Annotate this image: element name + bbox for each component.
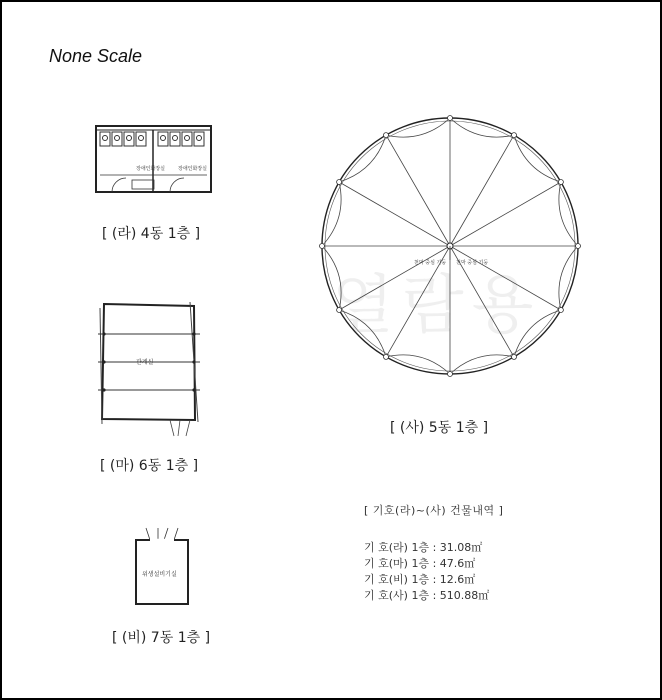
tent-scallop	[386, 118, 450, 137]
tent-rib	[386, 135, 450, 246]
tent-post	[512, 133, 517, 138]
room-label-ra4-right: 장애인화장실	[178, 166, 207, 172]
room-label-ma6: 관계실	[136, 359, 154, 366]
area-row: 기 호(마) 1층 : 47.6㎡	[364, 557, 476, 570]
caption-ra4: [ (라) 4동 1층 ]	[102, 226, 201, 242]
caption-ma6: [ (마) 6동 1층 ]	[100, 458, 199, 474]
tent-scallop	[514, 135, 561, 182]
tent-scallop	[450, 355, 514, 374]
scale-note: None Scale	[49, 46, 143, 66]
tent-rib	[450, 246, 561, 310]
tent-post	[448, 116, 453, 121]
tent-label-left: 천막 중심 기둥	[414, 260, 447, 266]
tent-label-right: 천막 중심 기둥	[456, 260, 489, 266]
caption-sa5: [ (사) 5동 1층 ]	[390, 420, 489, 436]
plan-sa5-drawing	[314, 114, 586, 386]
tent-scallop	[559, 182, 578, 246]
tent-rib	[339, 182, 450, 246]
area-row: 기 호(사) 1층 : 510.88㎡	[364, 589, 490, 602]
plan-sa5-floor1	[314, 114, 586, 386]
room-label-bi7: 위생설비기실	[142, 571, 177, 578]
area-table-title: [ 기호(라)~(사) 건물내역 ]	[364, 504, 504, 517]
tent-post	[337, 308, 342, 313]
tent-post	[512, 354, 517, 359]
tent-scallop	[450, 118, 514, 137]
tent-scallop	[322, 182, 341, 246]
tent-post	[448, 372, 453, 377]
plan-bi7-drawing	[130, 524, 196, 610]
plan-bi7-floor1	[130, 524, 196, 610]
tent-rib	[339, 246, 450, 310]
plan-ma6-floor1	[94, 298, 206, 442]
tent-rib	[450, 135, 514, 246]
tent-scallop	[386, 355, 450, 374]
tent-post	[384, 354, 389, 359]
watermark: 열람용	[332, 269, 542, 343]
tent-rib	[450, 182, 561, 246]
building-area-table	[364, 502, 503, 604]
plan-ma6-drawing	[94, 298, 206, 442]
tent-post	[337, 180, 342, 185]
plan-ra4-drawing	[92, 120, 217, 200]
tent-post	[576, 244, 581, 249]
area-row: 기 호(비) 1층 : 12.6㎡	[364, 573, 476, 586]
tent-scallop	[322, 246, 341, 310]
plan-ra4-floor1	[92, 120, 217, 200]
caption-bi7: [ (비) 7동 1층 ]	[112, 630, 211, 646]
tent-scallop	[559, 246, 578, 310]
tent-post	[558, 180, 563, 185]
area-row: 기 호(라) 1층 : 31.08㎡	[364, 541, 483, 554]
room-label-ra4-left: 장애인화장실	[136, 166, 165, 172]
tent-post	[558, 308, 563, 313]
tent-post	[384, 133, 389, 138]
tent-scallop	[339, 310, 386, 357]
tent-post	[320, 244, 325, 249]
tent-scallop	[514, 310, 561, 357]
tent-scallop	[339, 135, 386, 182]
